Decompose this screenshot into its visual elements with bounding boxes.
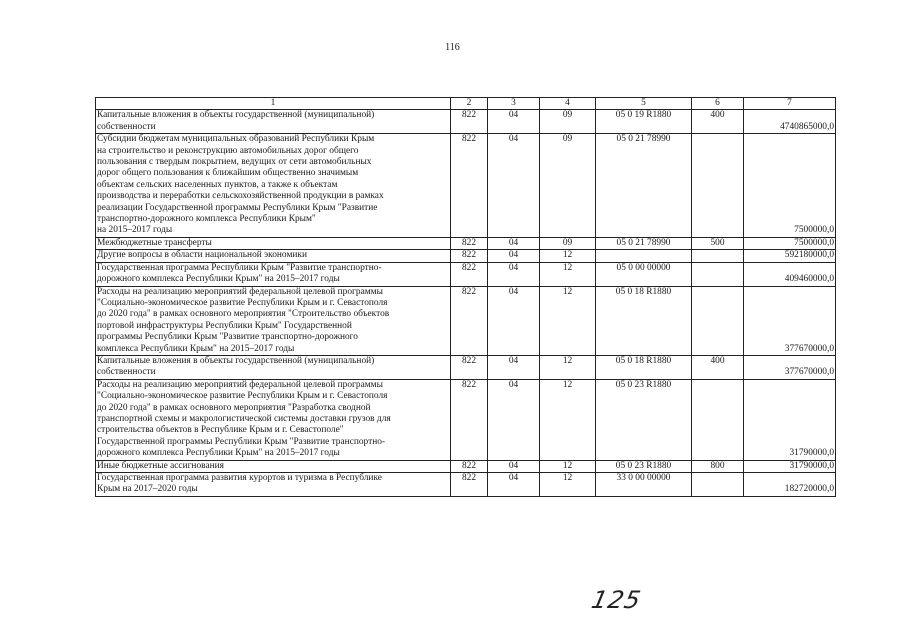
row-name-line: производства и переработки сельскохозяйственной продукции в рамках [97,191,384,202]
subsection-code-cell: 12 [540,460,596,472]
row-name-line: Субсидии бюджетам муниципальных образований Республики Крым [97,134,375,145]
row-name-cell [96,473,451,497]
section-code-cell: 04 [488,286,540,355]
row-name-line: Другие вопросы в области национальной экономики [97,250,307,261]
target-code-cell: 05 0 21 78990 [596,134,692,238]
row-name-line: Крым на 2017–2020 годы [97,484,198,495]
table-row [96,134,836,238]
section-code-cell: 04 [488,379,540,460]
table-row [96,237,836,249]
subsection-code-cell: 12 [540,262,596,286]
amount-cell: 409460000,0 [744,262,836,286]
kvsr-code-cell: 822 [451,110,488,134]
row-name-cell [96,250,451,262]
target-code-cell: 05 0 18 R1880 [596,355,692,379]
header-cell: 5 [596,98,692,110]
row-name-line: дорожного комплекса Республики Крым" на 2015–2017 годы [97,448,340,459]
row-name-line: комплекса Республики Крым" на 2015–2017 годы [97,343,295,354]
kvsr-code-cell: 822 [451,134,488,238]
page-number: 116 [445,42,460,53]
row-name-line: "Социально-экономическое развитие Республики Крым и г. Севастополя [97,391,388,402]
row-name-line: Иные бюджетные ассигнования [97,460,224,471]
amount-cell: 7500000,0 [744,237,836,249]
row-name-cell [96,460,451,472]
kvsr-code-cell: 822 [451,355,488,379]
row-name-line: пользования с твердым покрытием, ведущих от сети автомобильных [97,157,372,168]
section-code-cell: 04 [488,250,540,262]
target-code-cell: 05 0 21 78990 [596,237,692,249]
row-name-line: транспортно-дорожного комплекса Республики Крым" [97,214,316,225]
section-code-cell: 04 [488,237,540,249]
kvsr-code-cell: 822 [451,473,488,497]
subsection-code-cell: 12 [540,286,596,355]
amount-cell: 7500000,0 [744,134,836,238]
subsection-code-cell: 09 [540,237,596,249]
header-cell: 7 [744,98,836,110]
subsection-code-cell: 12 [540,250,596,262]
row-name-line: Капитальные вложения в объекты государственной (муниципальной) [97,110,375,121]
target-code-cell: 33 0 00 00000 [596,473,692,497]
amount-cell: 4740865000,0 [744,110,836,134]
kvsr-code-cell: 822 [451,250,488,262]
expense-type-code-cell: 400 [692,110,744,134]
expense-type-code-cell [692,379,744,460]
row-name-line: на 2015–2017 годы [97,225,173,236]
handwritten-page-number: 125 [589,586,644,614]
kvsr-code-cell: 822 [451,286,488,355]
header-cell: 2 [451,98,488,110]
expense-type-code-cell [692,473,744,497]
target-code-cell: 05 0 00 00000 [596,262,692,286]
section-code-cell: 04 [488,355,540,379]
subsection-code-cell: 09 [540,110,596,134]
row-name-line: собственности [97,367,156,378]
table-row [96,110,836,134]
section-code-cell: 04 [488,134,540,238]
kvsr-code-cell: 822 [451,460,488,472]
budget-table [95,97,836,497]
row-name-line: до 2020 года" в рамках основного мероприятия "Строительство объектов [97,309,390,320]
kvsr-code-cell: 822 [451,379,488,460]
amount-cell: 377670000,0 [744,355,836,379]
amount-cell: 377670000,0 [744,286,836,355]
row-name-line: Государственная программа Республики Крым "Развитие транспортно- [97,262,382,273]
section-code-cell: 04 [488,262,540,286]
subsection-code-cell: 12 [540,473,596,497]
row-name-line: собственности [97,121,156,132]
row-name-line: Капитальные вложения в объекты государственной (муниципальной) [97,355,375,366]
table-row [96,460,836,472]
table-header-row [96,98,836,110]
section-code-cell: 04 [488,473,540,497]
target-code-cell: 05 0 18 R1880 [596,286,692,355]
amount-cell: 592180000,0 [744,250,836,262]
row-name-cell [96,379,451,460]
kvsr-code-cell: 822 [451,262,488,286]
expense-type-code-cell: 500 [692,237,744,249]
row-name-line: Расходы на реализацию мероприятий федеральной целевой программы [97,286,383,297]
row-name-cell [96,262,451,286]
section-code-cell: 04 [488,110,540,134]
row-name-line: объектам сельских населенных пунктов, а также к объектам [97,179,338,190]
header-cell: 4 [540,98,596,110]
header-cell: 1 [96,98,451,110]
row-name-line: транспортной схемы и макрологистической системы доставки грузов для [97,413,391,424]
row-name-line: до 2020 года" в рамках основного мероприятия "Разработка сводной [97,402,371,413]
amount-cell: 31790000,0 [744,379,836,460]
header-cell: 6 [692,98,744,110]
expense-type-code-cell: 800 [692,460,744,472]
expense-type-code-cell [692,286,744,355]
amount-cell: 31790000,0 [744,460,836,472]
subsection-code-cell: 12 [540,379,596,460]
row-name-line: дорожного комплекса Республики Крым" на 2015–2017 годы [97,274,340,285]
row-name-line: дорог общего пользования к ближайшим общественно значимым [97,168,359,179]
row-name-line: программы Республики Крым "Развитие транспортно-дорожного [97,332,358,343]
row-name-line: Межбюджетные трансферты [97,237,212,248]
subsection-code-cell: 09 [540,134,596,238]
section-code-cell: 04 [488,460,540,472]
row-name-line: строительства объектов в Республике Крым и г. Севастополе" [97,425,344,436]
row-name-cell [96,110,451,134]
table-row [96,286,836,355]
header-cell: 3 [488,98,540,110]
table-row [96,250,836,262]
row-name-line: Государственной программы Республики Крым "Развитие транспортно- [97,436,386,447]
row-name-line: Государственная программа развития курортов и туризма в Республике [97,473,382,483]
row-name-cell [96,237,451,249]
expense-type-code-cell [692,262,744,286]
subsection-code-cell: 12 [540,355,596,379]
row-name-line: реализации Государственной программы Республики Крым "Развитие [97,202,378,213]
row-name-cell [96,134,451,238]
amount-cell: 182720000,0 [744,473,836,497]
target-code-cell [596,250,692,262]
target-code-cell: 05 0 23 R1880 [596,460,692,472]
row-name-line: на строительство и реконструкцию автомобильных дорог общего [97,145,359,156]
row-name-cell [96,286,451,355]
expense-type-code-cell [692,250,744,262]
row-name-line: Расходы на реализацию мероприятий федеральной целевой программы [97,379,383,390]
target-code-cell: 05 0 19 R1880 [596,110,692,134]
expense-type-code-cell [692,134,744,238]
target-code-cell: 05 0 23 R1880 [596,379,692,460]
table-row [96,262,836,286]
row-name-cell [96,355,451,379]
row-name-line: портовой инфраструктуры Республики Крым" Государственной [97,320,352,331]
table-row [96,379,836,460]
kvsr-code-cell: 822 [451,237,488,249]
table-row [96,355,836,379]
table-row [96,473,836,497]
row-name-line: "Социально-экономическое развитие Республики Крым и г. Севастополя [97,297,388,308]
expense-type-code-cell: 400 [692,355,744,379]
